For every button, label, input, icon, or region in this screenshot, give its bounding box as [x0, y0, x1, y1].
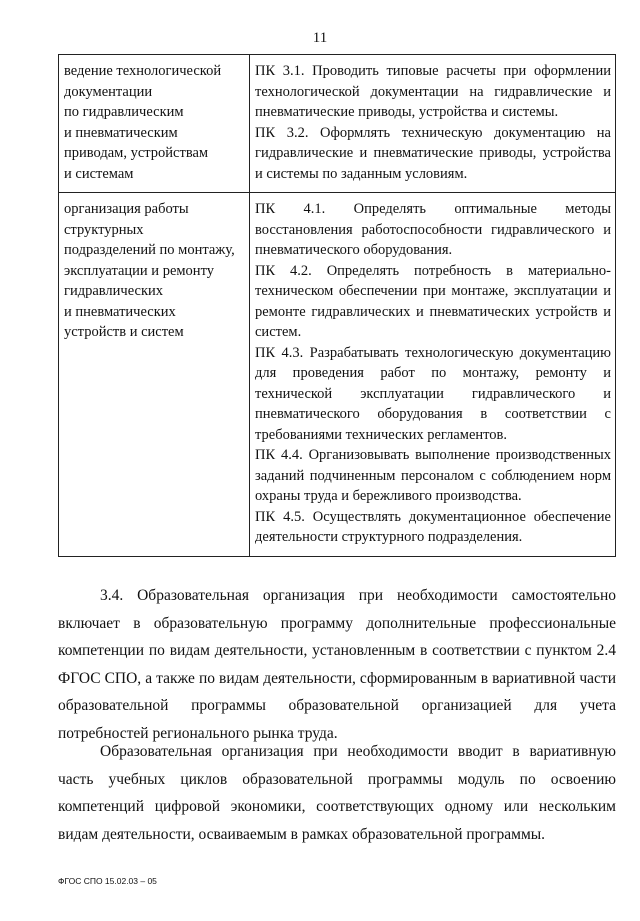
competency-item: ПК 3.1. Проводить типовые расчеты при оформлении технологической документации на гидравлические и пневматические приводы, устройства и системы. [255, 63, 611, 120]
activity-line: эксплуатации и ремонту [64, 262, 214, 279]
activity-line: и системам [64, 165, 134, 182]
activity-cell [59, 193, 250, 557]
activity-line: и пневматических [64, 303, 176, 320]
activity-line: организация работы [64, 201, 189, 217]
competency-item: ПК 4.4. Организовывать выполнение производственных заданий подчиненным персоналом с соблюдением норм охраны труда и бережливого производства. [255, 447, 611, 504]
activity-line: устройств и систем [64, 324, 184, 340]
activity-line: приводам, устройствам [64, 145, 209, 161]
page-number: 11 [312, 30, 328, 46]
competency-item: ПК 3.2. Оформлять техническую документацию на гидравлические и пневматические приводы, устройства и системы по заданным условиям. [255, 124, 611, 182]
table-row [59, 55, 616, 193]
activity-line: и пневматическим [64, 124, 178, 141]
activity-line: документации [64, 83, 153, 100]
competencies-cell [250, 55, 616, 193]
table-row [59, 193, 616, 557]
paragraph-digital-economy: Образовательная организация при необходимости вводит в вариативную часть учебных циклов образовательной программы модуль по освоению компетенций цифровой экономики, соответствующих одному или нескольким видам деятельности, осваиваемым в рамках образовательной программы. [58, 743, 616, 843]
activity-line: по гидравлическим [64, 104, 184, 120]
activity-cell [59, 55, 250, 193]
competency-item: ПК 4.5. Осуществлять документационное обеспечение деятельности структурного подразделения. [255, 508, 611, 545]
competency-item: ПК 4.2. Определять потребность в материально-техническом обеспечении при монтаже, эксплуатации и ремонте гидравлических и пневматических устройств и систем. [255, 262, 611, 340]
activity-line: структурных [64, 221, 144, 238]
footer-standard-code: ФГОС СПО 15.02.03 – 05 [58, 876, 157, 886]
activity-line: подразделений по монтажу, [64, 242, 235, 258]
paragraph-3-4: 3.4. Образовательная организация при необходимости самостоятельно включает в образовательную программу дополнительные профессиональные компетенции по видам деятельности, установленным в соответствии с пунктом 2.4 ФГОС СПО, а также по видам деятельности, сформированным в вариативной части образовательной программы образовательной организацией для учета потребностей регионального рынка труда. [58, 587, 616, 742]
competencies-table [58, 54, 616, 557]
competencies-cell [250, 193, 616, 557]
competency-item: ПК 4.3. Разрабатывать технологическую документацию для проведения работ по монтажу, ремонту и технической эксплуатации гидравлического и пневматического оборудования в соответствии с требованиями технических регламентов. [255, 344, 611, 443]
activity-line: гидравлических [64, 283, 164, 299]
activity-line: ведение технологической [64, 63, 222, 79]
competency-item: ПК 4.1. Определять оптимальные методы восстановления работоспособности гидравлического и пневматического оборудования. [255, 201, 611, 258]
